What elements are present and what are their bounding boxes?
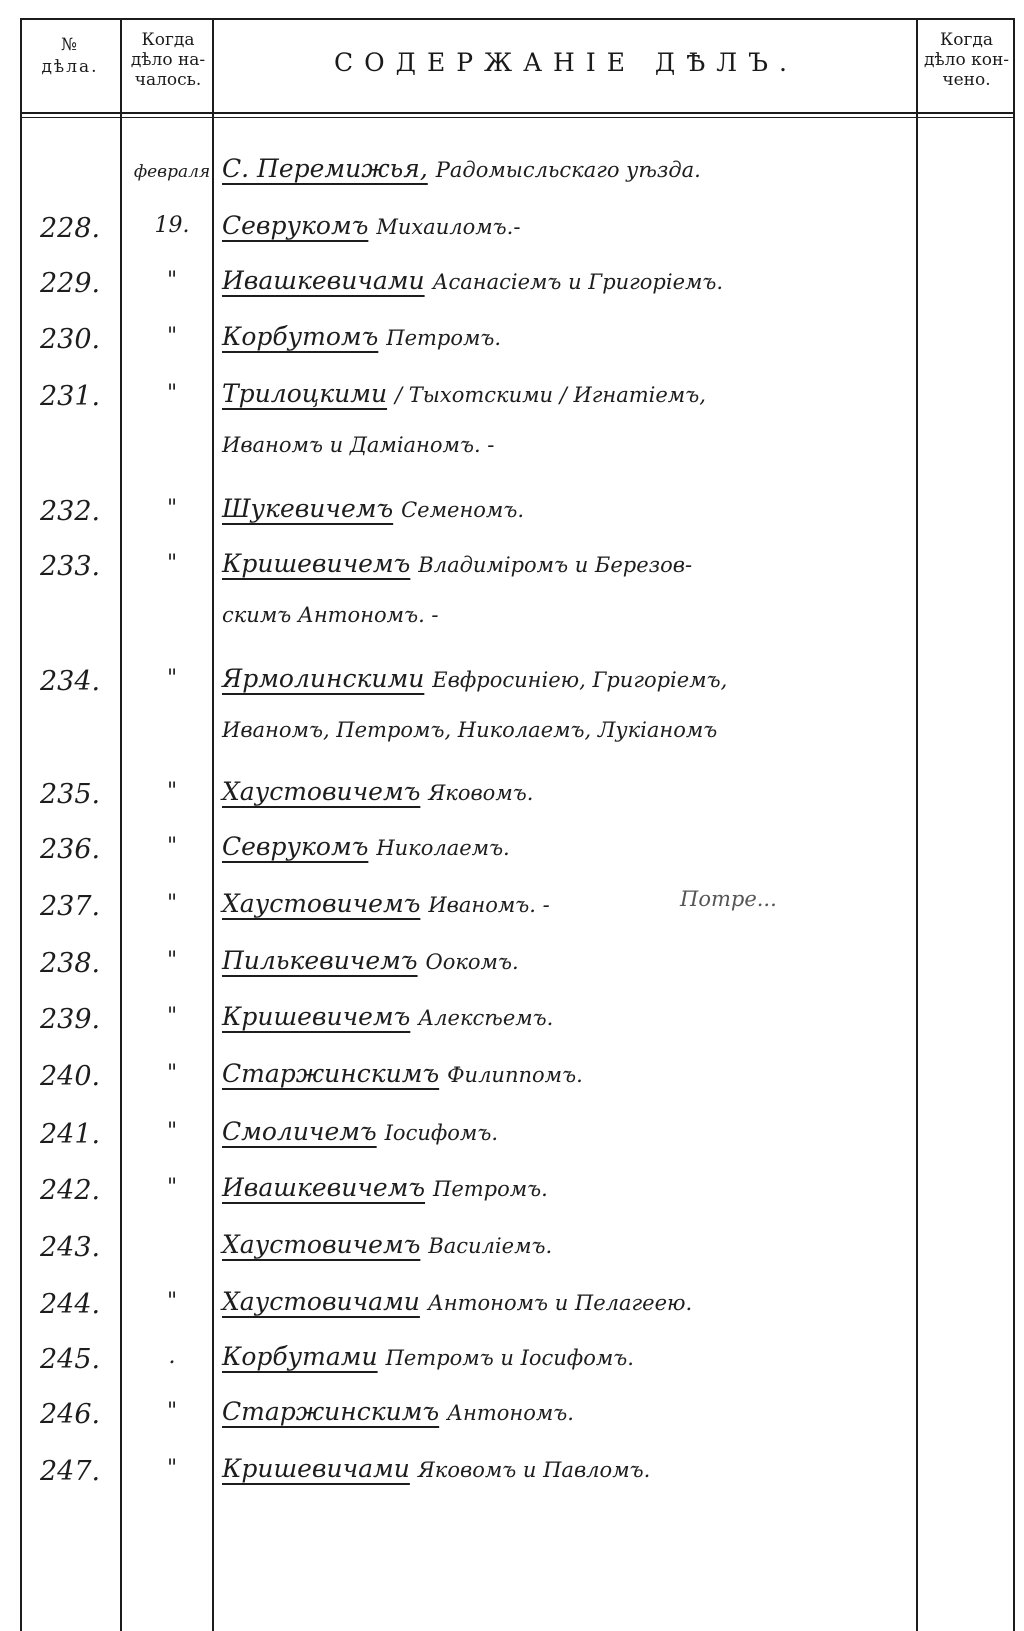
header-finished <box>918 30 1015 90</box>
case-start: " <box>166 381 178 406</box>
case-content <box>222 1117 916 1146</box>
case-content <box>222 379 916 408</box>
case-content <box>222 322 916 351</box>
case-surname: Ивашкевичемъ <box>222 1173 426 1202</box>
case-number: 238. <box>40 948 101 979</box>
case-given-names: Петромъ. <box>386 326 502 350</box>
case-start: . <box>168 1344 176 1369</box>
case-number: 228. <box>40 213 101 244</box>
case-content <box>222 889 916 918</box>
header-end-line3: чено. <box>942 70 991 90</box>
case-number: 234. <box>40 666 101 697</box>
header-end-line1: Когда <box>940 30 993 50</box>
case-given-names: Михаиломъ.- <box>376 215 521 239</box>
intro-district: Радомысльскаго уѣзда. <box>435 158 701 182</box>
top-rule <box>20 18 1015 20</box>
case-surname: Хаустовичами <box>222 1287 420 1316</box>
case-surname: Севрукомъ <box>222 211 369 240</box>
case-row <box>0 1169 1024 1227</box>
case-row <box>0 207 1024 265</box>
case-given-names: Асанасіемъ и Григоріемъ. <box>432 270 724 294</box>
case-content <box>222 1342 916 1371</box>
header-bottom-rule-2 <box>20 117 1015 118</box>
case-number: 237. <box>40 891 101 922</box>
case-given-names: / Тыхотскими / Игнатіемъ, <box>395 383 706 407</box>
case-given-names: Владиміромъ и Березов- <box>418 553 693 577</box>
case-number: 239. <box>40 1004 101 1035</box>
case-content <box>222 1002 916 1031</box>
case-content <box>222 946 916 975</box>
case-given-names: Оокомъ. <box>425 950 519 974</box>
case-content <box>222 777 916 806</box>
case-start: " <box>166 1004 178 1029</box>
header-case-number <box>20 34 120 78</box>
header-started <box>122 30 214 90</box>
case-continuation: Иваномъ и Даміаномъ. - <box>222 433 495 457</box>
case-row <box>0 885 1024 943</box>
case-content <box>222 1173 916 1202</box>
case-row <box>0 1450 1024 1508</box>
case-number: 246. <box>40 1399 101 1430</box>
case-given-names: Яковомъ. <box>428 781 534 805</box>
case-number: 229. <box>40 268 101 299</box>
case-start: " <box>166 551 178 576</box>
case-row <box>0 773 1024 831</box>
case-content <box>222 549 916 578</box>
case-start: " <box>166 1061 178 1086</box>
case-start: " <box>166 324 178 349</box>
case-given-names: Іосифомъ. <box>384 1121 499 1145</box>
case-start: " <box>166 779 178 804</box>
case-margin-note: Потре... <box>680 887 777 911</box>
header-start-line1: Когда <box>141 30 195 50</box>
case-number: 230. <box>40 324 101 355</box>
case-surname: Старжинскимъ <box>222 1059 440 1088</box>
case-number: 235. <box>40 779 101 810</box>
case-surname: Смоличемъ <box>222 1117 377 1146</box>
case-content <box>222 1059 916 1088</box>
case-row <box>0 1393 1024 1451</box>
case-surname: Кришевичами <box>222 1454 410 1483</box>
case-number: 233. <box>40 551 101 582</box>
case-row <box>0 998 1024 1056</box>
case-start: " <box>166 948 178 973</box>
case-row <box>0 545 1024 627</box>
case-number: 243. <box>40 1232 101 1263</box>
case-given-names: Петромъ и Іосифомъ. <box>385 1346 634 1370</box>
case-row <box>0 1226 1024 1284</box>
case-content <box>222 832 916 861</box>
case-start: " <box>166 1119 178 1144</box>
case-given-names: Василіемъ. <box>428 1234 553 1258</box>
case-given-names: Яковомъ и Павломъ. <box>417 1458 651 1482</box>
case-content <box>222 494 916 523</box>
case-continuation: Иваномъ, Петромъ, Николаемъ, Лукіаномъ <box>222 718 718 742</box>
case-number: 241. <box>40 1119 101 1150</box>
case-start: 19. <box>154 213 190 238</box>
header-num-word: дѣла. <box>41 57 99 77</box>
header-start-line3: чалось. <box>134 70 202 90</box>
case-content <box>222 211 916 240</box>
case-number: 244. <box>40 1289 101 1320</box>
case-surname: Шукевичемъ <box>222 494 394 523</box>
intro-village <box>222 154 916 183</box>
case-row <box>0 660 1024 742</box>
case-start: " <box>166 666 178 691</box>
intro-row <box>0 150 1024 208</box>
case-number: 247. <box>40 1456 101 1487</box>
case-given-names: Семеномъ. <box>401 498 525 522</box>
header-start-line2: дѣло на- <box>130 50 206 70</box>
case-number: 236. <box>40 834 101 865</box>
case-start: " <box>166 834 178 859</box>
case-given-names: Алексѣемъ. <box>418 1006 554 1030</box>
case-surname: Хаустовичемъ <box>222 1230 421 1259</box>
case-given-names: Николаемъ. <box>376 836 510 860</box>
case-row <box>0 1338 1024 1396</box>
case-row <box>0 262 1024 320</box>
case-given-names: Антономъ и Пелагеею. <box>427 1291 693 1315</box>
case-start: " <box>166 1175 178 1200</box>
case-start: " <box>166 268 178 293</box>
case-surname: Кришевичемъ <box>222 549 411 578</box>
case-surname: Трилоцкими <box>222 379 388 408</box>
case-surname: Кришевичемъ <box>222 1002 411 1031</box>
case-row <box>0 828 1024 886</box>
case-row <box>0 375 1024 457</box>
case-row <box>0 318 1024 376</box>
case-given-names: Иваномъ. - <box>428 893 550 917</box>
header-end-line2: дѣло кон- <box>923 50 1010 70</box>
case-number: 232. <box>40 496 101 527</box>
case-surname: Пилькевичемъ <box>222 946 418 975</box>
case-continuation: скимъ Антономъ. - <box>222 603 439 627</box>
intro-month: февраля <box>133 162 211 182</box>
intro-village-name: С. Перемижья, <box>222 154 428 183</box>
case-start: " <box>166 1456 178 1481</box>
case-number: 240. <box>40 1061 101 1092</box>
case-start: " <box>166 891 178 916</box>
case-start: " <box>166 1399 178 1424</box>
case-start: " <box>166 1289 178 1314</box>
case-surname: Хаустовичемъ <box>222 889 421 918</box>
header-num-symbol: № <box>60 35 80 55</box>
case-given-names: Евфросиніею, Григоріемъ, <box>432 668 728 692</box>
case-row <box>0 1055 1024 1113</box>
case-content <box>222 1230 916 1259</box>
case-given-names: Антономъ. <box>447 1401 574 1425</box>
case-surname: Корбутомъ <box>222 322 379 351</box>
case-surname: Севрукомъ <box>222 832 369 861</box>
case-row <box>0 942 1024 1000</box>
case-number: 242. <box>40 1175 101 1206</box>
case-content <box>222 1397 916 1426</box>
header-bottom-rule <box>20 112 1015 114</box>
case-row <box>0 1113 1024 1171</box>
case-given-names: Петромъ. <box>433 1177 548 1201</box>
case-content <box>222 1287 916 1316</box>
case-number: 245. <box>40 1344 101 1375</box>
case-row <box>0 1283 1024 1341</box>
case-start: " <box>166 496 178 521</box>
case-surname: Ярмолинскими <box>222 664 425 693</box>
case-row <box>0 490 1024 548</box>
case-content <box>222 664 916 693</box>
case-surname: Корбутами <box>222 1342 378 1371</box>
case-surname: Хаустовичемъ <box>222 777 421 806</box>
case-content <box>222 1454 916 1483</box>
header-contents-title: СОДЕРЖАНІЕ ДѢЛЪ. <box>334 48 798 77</box>
case-content <box>222 266 916 295</box>
case-number: 231. <box>40 381 101 412</box>
case-given-names: Филиппомъ. <box>447 1063 583 1087</box>
case-surname: Ивашкевичами <box>222 266 425 295</box>
case-surname: Старжинскимъ <box>222 1397 440 1426</box>
